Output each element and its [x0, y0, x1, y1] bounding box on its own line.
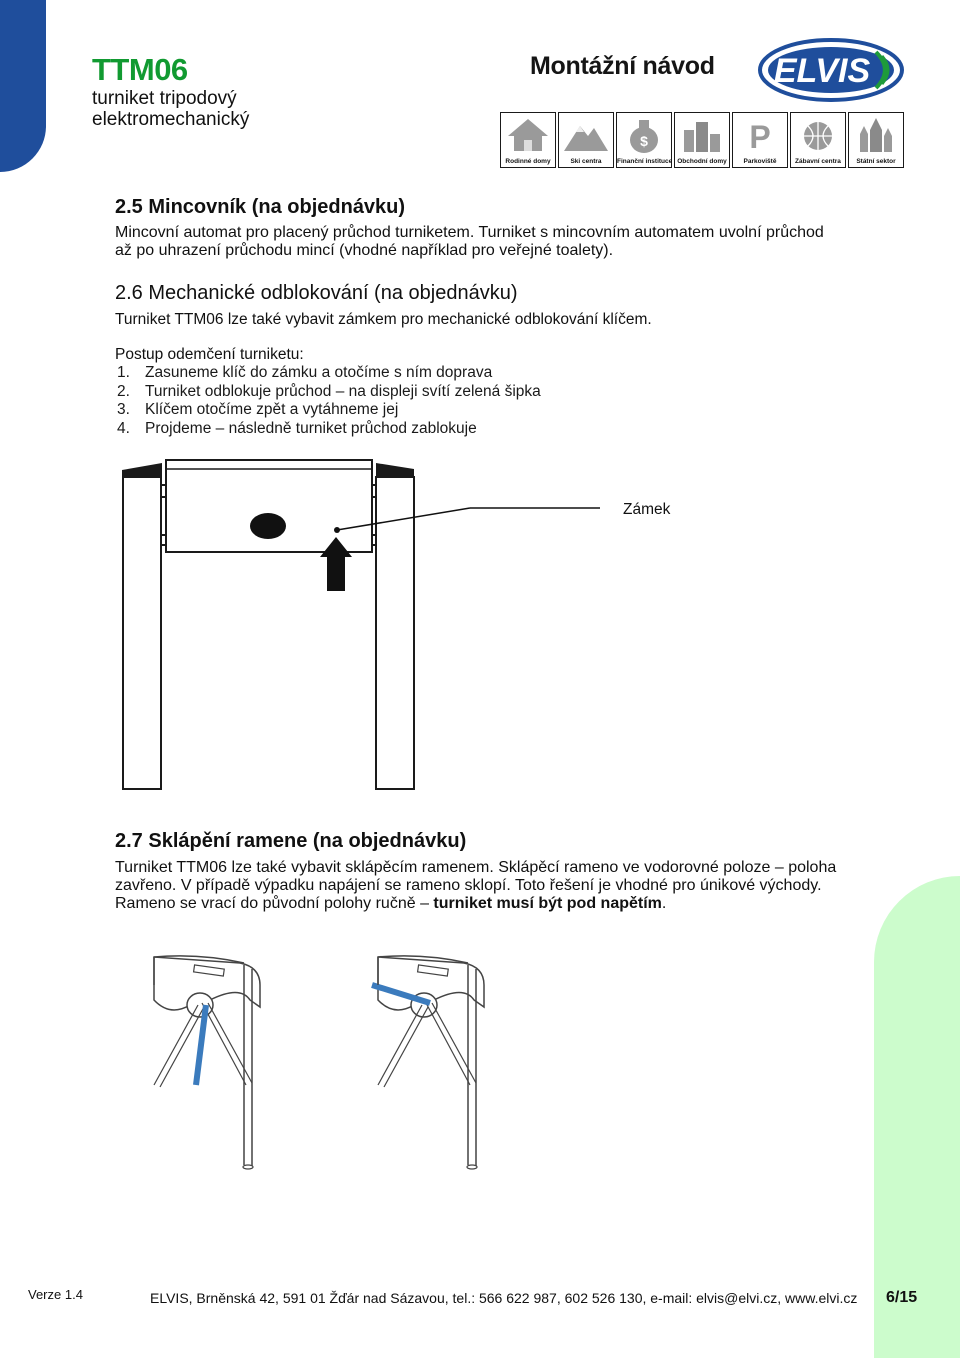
- tile-label: Státní sektor: [856, 158, 896, 165]
- section-heading-2-7: 2.7 Sklápění ramene (na objednávku): [115, 830, 467, 852]
- version-label: Verze 1.4: [28, 1287, 83, 1302]
- product-code: TTM06: [92, 52, 188, 87]
- buildings-icon: [678, 116, 726, 154]
- section-2-7-text: [115, 859, 875, 913]
- step-number: 3.: [117, 401, 130, 418]
- elvis-logo: [758, 38, 904, 102]
- tile-ski-centers: [558, 112, 614, 168]
- money-bag-icon: [620, 116, 668, 154]
- step-number: 4.: [117, 419, 130, 437]
- procedure-title: Postup odemčení turniketu:: [115, 346, 304, 363]
- svg-text:P: P: [749, 119, 771, 154]
- text-bold: turniket musí být pod napětím: [433, 895, 662, 912]
- lock-label: Zámek: [623, 501, 671, 518]
- tile-label: Ski centra: [570, 158, 602, 165]
- corner-decoration-green: [874, 876, 960, 1358]
- list-item: [87, 364, 541, 383]
- text-normal: Rameno se vrací do původní polohy ručně –: [115, 895, 434, 912]
- text-line: až po uhrazení průchodu mincí (vhodné například pro veřejné toalety).: [115, 242, 614, 259]
- list-item: [87, 420, 541, 439]
- left-post: [123, 477, 161, 789]
- section-heading-2-6: 2.6 Mechanické odblokování (na objednávku): [115, 282, 518, 304]
- text-end: .: [661, 895, 667, 912]
- tile-label: Rodinné domy: [505, 158, 551, 165]
- tile-entertainment: [790, 112, 846, 168]
- tile-label: Parkoviště: [743, 158, 777, 165]
- ball-icon: [794, 116, 842, 154]
- step-number: 2.: [117, 382, 130, 400]
- tile-label: Zábavní centra: [795, 158, 841, 165]
- product-desc-line-2: elektromechanický: [92, 109, 250, 130]
- mountain-icon: [562, 116, 610, 154]
- step-text: Klíčem otočíme zpět a vytáhneme jej: [145, 401, 399, 418]
- turnstile-arm-horizontal: [372, 956, 484, 1169]
- display-indicator: [250, 513, 286, 539]
- text-line: Mincovní automat pro placený průchod turniketem. Turniket s mincovním automatem uvolní průchod: [115, 224, 824, 241]
- folding-arm-figure: [140, 945, 550, 1180]
- tile-parking: [732, 112, 788, 168]
- right-post: [376, 477, 414, 789]
- castle-icon: [852, 116, 900, 154]
- footer-address: ELVIS, Brněnská 42, 591 01 Žďár nad Sázavou, tel.: 566 622 987, 602 526 130, e-mail: elvis@elvi.cz, www.elvi.cz: [150, 1290, 858, 1306]
- tile-financial: [616, 112, 672, 168]
- step-text: Zasuneme klíč do zámku a otočíme s ním doprava: [145, 364, 493, 381]
- section-2-5-text: [115, 224, 824, 260]
- tile-label: Finanční instituce: [617, 158, 673, 165]
- parking-icon: [736, 116, 784, 154]
- step-number: 1.: [117, 364, 130, 381]
- section-heading-2-5: 2.5 Mincovník (na objednávku): [115, 196, 406, 218]
- document-title: Montážní návod: [530, 52, 715, 80]
- text-line: zavřeno. V případě výpadku napájení se rameno sklopí. Toto řešení je vhodné pro únikové východy.: [115, 877, 822, 894]
- product-description: [92, 88, 249, 130]
- svg-text:$: $: [640, 133, 648, 149]
- category-tiles: [500, 112, 904, 168]
- section-2-6-text: Turniket TTM06 lze také vybavit zámkem pro mechanické odblokování klíčem.: [115, 311, 652, 328]
- procedure-steps: [115, 364, 541, 438]
- tile-label: Obchodní domy: [677, 158, 727, 165]
- svg-text:ELVIS: ELVIS: [773, 52, 871, 90]
- step-text: Turniket odblokuje průchod – na displeji svítí zelená šipka: [145, 382, 541, 400]
- turnstile-lock-figure: [110, 455, 710, 795]
- page-number: 6/15: [886, 1289, 918, 1306]
- list-item: [87, 401, 541, 420]
- tile-family-houses: [500, 112, 556, 168]
- list-item: [87, 383, 541, 402]
- text-line: [115, 895, 875, 913]
- house-icon: [504, 116, 552, 154]
- product-desc-line-1: turniket tripodový: [92, 88, 237, 109]
- text-line: Turniket TTM06 lze také vybavit sklápěcím ramenem. Sklápěcí rameno ve vodorovné poloze – poloha: [115, 859, 837, 876]
- tile-state-sector: [848, 112, 904, 168]
- turnstile-arm-down: [154, 956, 260, 1169]
- tile-malls: [674, 112, 730, 168]
- corner-decoration-blue: [0, 0, 46, 172]
- step-text: Projdeme – následně turniket průchod zablokuje: [145, 419, 477, 437]
